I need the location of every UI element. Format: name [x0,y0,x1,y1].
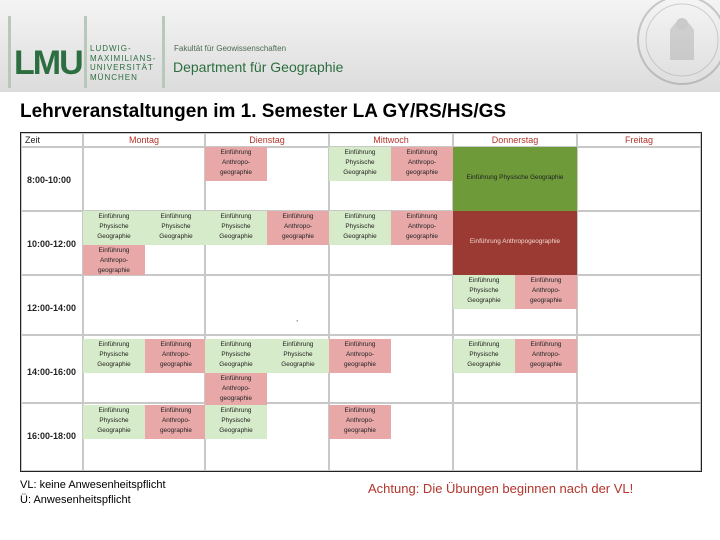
course-label: Physische [469,287,499,294]
time-slot-label: 10:00-12:00 [27,239,77,249]
course-label: Physische [345,159,375,166]
course-label: Physische [161,223,191,230]
course-label: geographie [406,169,438,176]
course-block [453,147,577,211]
course-label: Einführung [406,149,438,156]
course-label: Anthropo- [161,417,191,424]
course-label: Einführung [282,341,314,348]
stray-mark: , [296,314,299,323]
course-label: Einführung [220,407,252,414]
lmu-logo: LMU [14,44,82,82]
time-slot-label: 14:00-16:00 [27,367,77,377]
legend-ue: Ü: Anwesenheitspflicht [20,494,131,506]
course-label: Anthropo- [531,351,561,358]
course-block [205,147,267,181]
course-label: Einführung [98,407,130,414]
day-header: Dienstag [249,135,285,145]
course-label: geographie [220,395,252,402]
course-label: Geographie [159,233,193,240]
course-block [329,211,391,245]
course-label: Einführung [160,213,192,220]
day-header: Montag [128,135,160,145]
header-zeit: Zeit [25,135,41,145]
logo-line: MÜNCHEN [90,72,138,82]
faculty-name: Fakultät für Geowissenschaften [174,44,287,53]
course-label: Einführung Anthropogeographie [469,238,561,245]
logo-divider [84,16,87,88]
department-name: Department für Geographie [173,59,344,75]
timetable [20,132,702,472]
course-label: Einführung [160,407,192,414]
course-label: Einführung [220,213,252,220]
course-label: geographie [160,361,192,368]
course-label: Einführung [468,277,500,284]
course-label: Einführung [344,213,376,220]
grid-cell [577,403,701,471]
course-block [83,339,145,373]
course-block [453,339,515,373]
course-label: Geographie [97,361,131,368]
course-label: Physische [221,351,251,358]
slide-header [0,0,720,92]
grid-cell [453,403,577,471]
course-label: Einführung [98,213,130,220]
time-slot-label: 12:00-14:00 [27,303,77,313]
day-header: Freitag [624,135,653,145]
course-label: Anthropo- [283,223,313,230]
course-label: Einführung [220,375,252,382]
course-label: Physische [99,417,129,424]
course-block [515,339,577,373]
time-slot-label: 16:00-18:00 [27,431,77,441]
course-label: Geographie [97,427,131,434]
course-block [329,147,391,181]
grid-cell [577,275,701,335]
course-label: Anthropo- [345,351,375,358]
course-label: Einführung [282,213,314,220]
legend [20,478,166,508]
course-label: geographie [160,427,192,434]
course-block [453,211,577,275]
course-label: Einführung [344,407,376,414]
course-label: Anthropo- [407,159,437,166]
course-block [205,405,267,439]
course-block [515,275,577,309]
day-header: Donnerstag [491,135,539,145]
course-label: Geographie [97,233,131,240]
course-block [329,405,391,439]
course-label: Anthropo- [221,159,251,166]
course-block [391,147,453,181]
course-label: Geographie [219,361,253,368]
course-label: Physische [99,223,129,230]
course-label: Geographie [219,233,253,240]
course-label: Geographie [281,361,315,368]
course-label: Anthropo- [99,257,129,264]
course-block [205,373,267,407]
course-label: Anthropo- [345,417,375,424]
course-label: Physische [283,351,313,358]
course-label: geographie [344,427,376,434]
course-block [205,211,267,245]
course-label: Einführung [530,341,562,348]
course-block [453,275,515,309]
course-label: Physische [345,223,375,230]
logo-line: MAXIMILIANS- [90,53,157,63]
course-label: Physische [99,351,129,358]
course-label: Anthropo- [531,287,561,294]
course-block [145,339,207,373]
course-block [145,405,207,439]
logo-line: LUDWIG- [90,44,132,53]
course-label: Anthropo- [407,223,437,230]
course-label: Physische [221,223,251,230]
course-label: Einführung [468,341,500,348]
course-label: Anthropo- [161,351,191,358]
course-block [83,405,145,439]
page-title: Lehrveranstaltungen im 1. Semester LA GY/RS/HS/GS [20,101,507,122]
course-label: Geographie [343,233,377,240]
course-label: Anthropo- [221,385,251,392]
logo-divider [162,16,165,88]
course-block [267,211,329,245]
university-seal-icon [620,0,720,90]
time-slot-label: 8:00-10:00 [27,175,72,185]
logo-line: UNIVERSITÄT [90,63,154,72]
course-label: Geographie [467,361,501,368]
course-label: Geographie [467,297,501,304]
course-label: geographie [282,233,314,240]
legend-vl: VL: keine Anwesenheitspflicht [20,479,166,491]
logo-divider [8,16,11,88]
grid-cell [83,147,205,211]
course-block [145,211,207,245]
course-label: geographie [344,361,376,368]
course-label: Einführung [344,149,376,156]
course-block [329,339,391,373]
course-label: geographie [98,267,130,274]
course-label: geographie [406,233,438,240]
course-label: Einführung Physische Geographie [466,174,564,181]
course-label: geographie [530,297,562,304]
course-label: Einführung [98,341,130,348]
course-label: Einführung [160,341,192,348]
course-label: Geographie [219,427,253,434]
course-block [267,339,329,373]
grid-cell [577,147,701,211]
day-header: Mittwoch [373,135,409,145]
course-block [83,211,145,245]
course-label: Einführung [220,149,252,156]
course-label: Einführung [406,213,438,220]
grid-cell [577,211,701,275]
course-block [391,211,453,245]
course-label: Einführung [220,341,252,348]
grid-cell [577,335,701,403]
course-label: Einführung [344,341,376,348]
course-label: geographie [220,169,252,176]
grid-cell [329,275,453,335]
course-label: Einführung [530,277,562,284]
notice: Achtung: Die Übungen beginnen nach der VL! [368,481,634,496]
course-label: Einführung [98,247,130,254]
course-label: Physische [469,351,499,358]
course-label: Geographie [343,169,377,176]
university-name [90,44,156,82]
course-label: Physische [221,417,251,424]
course-block [205,339,267,373]
grid-cell [83,275,205,335]
grid-cell [205,275,329,335]
course-block [83,245,145,275]
course-label: geographie [530,361,562,368]
